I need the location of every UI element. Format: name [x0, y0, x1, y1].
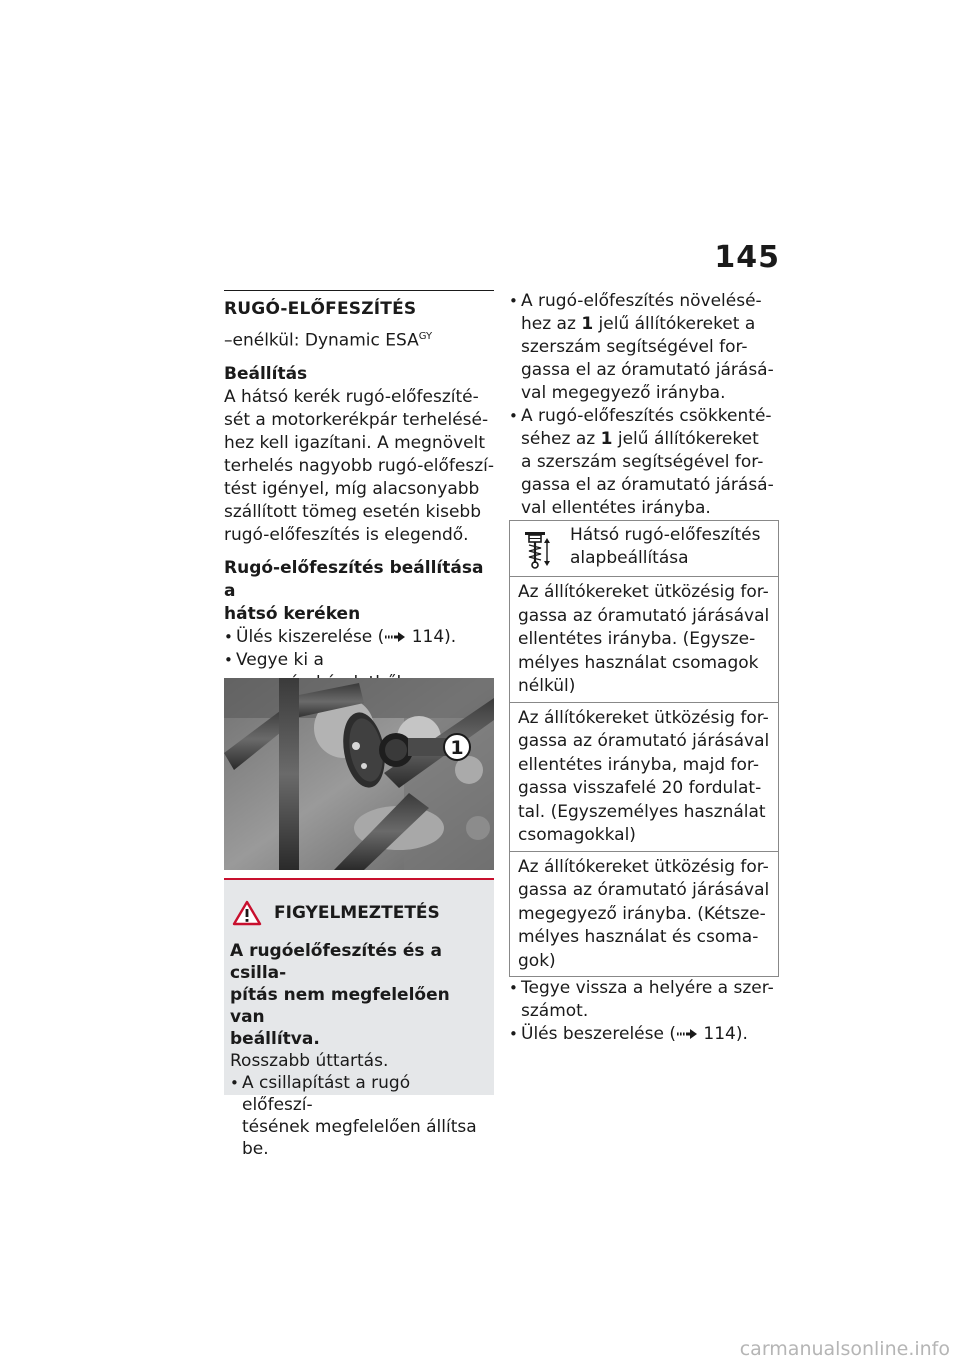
settings-row-line: mélyes használat és csoma-: [518, 927, 759, 947]
list-item: [509, 405, 779, 520]
bullet-text: Ülés kiszerelése (: [236, 626, 385, 647]
suspension-photo-illustration: [224, 678, 494, 870]
photo-callout-number: 1: [450, 737, 464, 759]
warning-title: FIGYELMEZTETÉS: [274, 903, 440, 923]
settings-row-line: ellentétes irányba, majd for-: [518, 754, 759, 775]
bullet-line: gassa el az óramutató járásá-: [521, 475, 774, 495]
settings-table-header: [510, 521, 778, 577]
callout-ref: 1: [600, 429, 613, 449]
bullet-ref: 114).: [703, 1024, 748, 1044]
bullet-text: séhez az: [521, 429, 601, 449]
warning-consequence: Rosszabb úttartás.: [230, 1051, 389, 1071]
bullet-line: • A rugó-előfeszítés növelésé-: [521, 291, 762, 311]
right-column: [509, 290, 779, 1046]
bullet-line: • Tegye vissza a helyére a szer-: [521, 978, 774, 998]
warning-triangle-icon: [232, 900, 262, 926]
subheading-line: Rugó-előfeszítés beállítása a: [224, 557, 484, 601]
settings-row-line: mélyes használat csomagok: [518, 652, 759, 673]
settings-row: [510, 852, 778, 977]
heading-setting: Beállítás: [224, 363, 308, 384]
settings-row-line: csomagokkal): [518, 825, 636, 845]
list-item: [509, 977, 779, 1023]
warning-header: [230, 900, 486, 926]
page-number: 145: [714, 240, 780, 275]
bullet-line: a szerszám segítségével for-: [521, 452, 764, 472]
settings-row-line: gassa az óramutató járásával: [518, 731, 770, 751]
right-bullet-list-2: [509, 977, 779, 1046]
warning-hazard: [230, 940, 486, 1050]
settings-row-line: tal. (Egyszemélyes használat: [518, 801, 766, 822]
bullet-line: számot.: [521, 1001, 589, 1021]
warning-action-line: be.: [242, 1139, 269, 1159]
intro-line: szállított tömeg esetén kisebb: [224, 501, 481, 522]
settings-row-line: megegyező irányba. (Kétsze-: [518, 903, 766, 924]
intro-paragraph: [224, 386, 494, 547]
settings-table-title: [570, 524, 760, 570]
intro-line: A hátsó kerék rugó-előfeszíté-: [224, 386, 479, 407]
list-item: [224, 626, 494, 649]
bullet-line: gassa el az óramutató járásá-: [521, 360, 774, 380]
subheading: [224, 557, 494, 626]
bullet-text: hez az: [521, 314, 582, 334]
warning-hazard-line: A rugóelőfeszítés és a csilla-: [230, 941, 442, 983]
bullet-text: jelű állítókereket: [612, 429, 759, 449]
list-item: [509, 290, 779, 405]
subheading-line: hátsó keréken: [224, 603, 361, 624]
settings-row-line: Az állítókereket ütközésig for-: [518, 582, 769, 602]
bullet-line: szerszám segítségével for-: [521, 337, 748, 357]
intro-line: hez kell igazítani. A megnövelt: [224, 432, 486, 453]
settings-row: [510, 577, 778, 703]
list-item: [509, 1023, 779, 1046]
settings-row-line: gok): [518, 950, 556, 971]
settings-row-line: nélkül): [518, 676, 576, 696]
suspension-photo: [224, 678, 494, 870]
warning-action-line: tésének megfelelően állítsa: [242, 1117, 477, 1137]
settings-table: [509, 520, 779, 977]
page-reference-arrow-icon: [384, 631, 406, 643]
settings-row-line: ellentétes irányba. (Egysze-: [518, 629, 756, 649]
warning-action-line: • A csillapítást a rugó előfeszí-: [242, 1073, 411, 1115]
settings-row-line: gassa az óramutató járásával: [518, 880, 770, 900]
without-sup: GY: [418, 331, 433, 342]
warning-action-list: [230, 1072, 486, 1160]
bullet-text: Ülés beszerelése (: [521, 1024, 676, 1044]
list-item: [230, 1072, 486, 1160]
left-column: [224, 290, 494, 718]
settings-title-line: alapbeállítása: [570, 548, 689, 568]
warning-hazard-line: pítás nem megfelelően van: [230, 985, 450, 1027]
settings-row-line: gassa az óramutató járásával: [518, 605, 770, 626]
settings-row-line: Az állítókereket ütközésig for-: [518, 707, 769, 728]
spring-preload-icon: [518, 530, 552, 570]
warning-box: [224, 878, 494, 1159]
warning-hazard-line: beállítva.: [230, 1029, 320, 1049]
bullet-line: val ellentétes irányba.: [521, 498, 711, 518]
settings-title-line: Hátsó rugó-előfeszítés: [570, 525, 761, 545]
right-bullet-list: [509, 290, 779, 520]
bullet-ref: 114).: [411, 626, 457, 647]
settings-row-line: gassa visszafelé 20 fordulat-: [518, 778, 762, 798]
bullet-line: [521, 428, 779, 451]
settings-row-line: Az állítókereket ütközésig for-: [518, 856, 769, 877]
settings-row: [510, 703, 778, 852]
intro-line: rugó-előfeszítés is elegendő.: [224, 524, 469, 545]
page-reference-arrow-icon: [676, 1028, 698, 1040]
watermark-footer[interactable]: carmanualsonline.info: [739, 1338, 950, 1360]
bullet-line: • A rugó-előfeszítés csökkenté-: [521, 406, 772, 426]
intro-line: terhelés nagyobb rugó-előfeszí-: [224, 455, 494, 476]
without-text: –enélkül: Dynamic ESA: [224, 330, 419, 351]
callout-ref: 1: [581, 314, 594, 334]
intro-line: tést igényel, míg alacsonyabb: [224, 478, 480, 499]
without-line: [224, 325, 494, 353]
intro-line: sét a motorkerékpár terhelésé-: [224, 409, 489, 430]
bullet-line: val megegyező irányba.: [521, 383, 726, 403]
bullet-line: • Vegye ki a: [236, 649, 324, 670]
bullet-line: [521, 313, 779, 336]
bullet-text: jelű állítókereket a: [593, 314, 756, 334]
section-title: RUGÓ-ELŐFESZÍTÉS: [224, 290, 494, 319]
